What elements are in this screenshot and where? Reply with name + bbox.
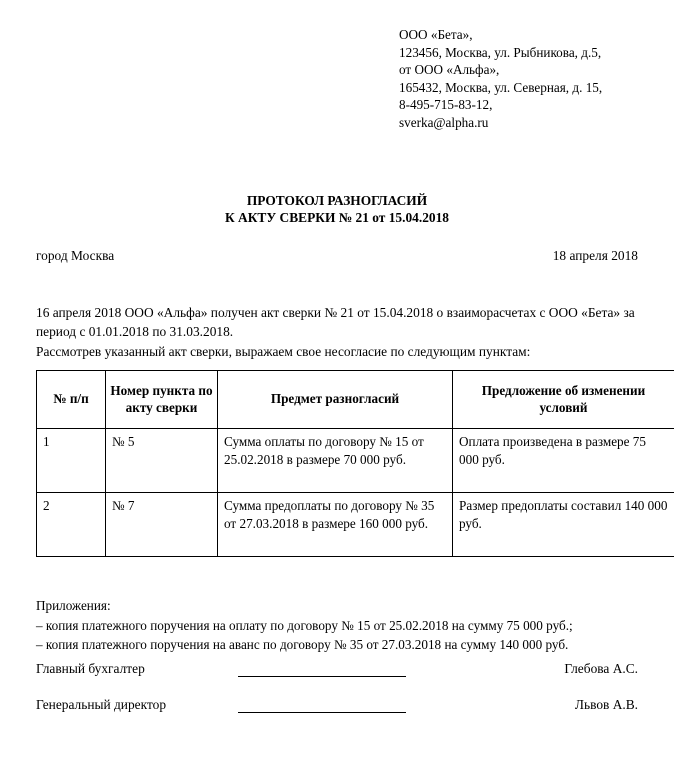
column-header-number: № п/п — [37, 371, 106, 429]
cell-subject: Сумма оплаты по договору № 15 от 25.02.2018 в размере 70 000 руб. — [218, 429, 453, 493]
signature-line[interactable] — [238, 676, 406, 677]
city-label: город Москва — [36, 248, 115, 263]
addressee-line-5: 8-495-715-83-12, — [399, 97, 493, 113]
column-header-point: Номер пункта по акту сверки — [106, 371, 218, 429]
table-row — [37, 429, 674, 493]
disagreements-table-wrapper — [36, 370, 668, 557]
table-header — [37, 371, 674, 429]
cell-proposal: Размер предоплаты составил 140 000 руб. — [453, 493, 674, 557]
cell-number: 1 — [37, 429, 106, 493]
signature-row-accountant — [36, 661, 638, 697]
signature-block — [36, 661, 638, 733]
document-date: 18 апреля 2018 — [552, 248, 638, 263]
signature-name: Глебова А.С. — [564, 661, 638, 676]
intro-text — [36, 303, 640, 361]
addressee-email: sverka@alpha.ru — [399, 114, 489, 130]
cell-number: 2 — [37, 493, 106, 557]
signature-role: Генеральный директор — [36, 697, 167, 712]
intro-paragraph-2: Рассмотрев указанный акт сверки, выражаем свое несогласие по следующим пунктам: — [36, 344, 531, 359]
attachments-title: Приложения: — [36, 598, 111, 613]
signature-line[interactable] — [238, 712, 406, 713]
addressee-line-2: 123456, Москва, ул. Рыбникова, д.5, — [399, 44, 602, 60]
column-header-subject: Предмет разногласий — [218, 371, 453, 429]
title-line-2: К АКТУ СВЕРКИ № 21 от 15.04.2018 — [225, 210, 449, 225]
signature-row-director — [36, 697, 638, 733]
disagreements-table — [36, 370, 674, 557]
cell-subject: Сумма предоплаты по договору № 35 от 27.03.2018 в размере 160 000 руб. — [218, 493, 453, 557]
title-line-1: ПРОТОКОЛ РАЗНОГЛАСИЙ — [246, 193, 428, 208]
intro-paragraph-1: 16 апреля 2018 ООО «Альфа» получен акт сверки № 21 от 15.04.2018 о взаиморасчетах с ООО «Бета» за период с 01.01.2018 по 31.03.2018. — [36, 305, 635, 339]
document-title — [0, 192, 674, 226]
table-row — [37, 493, 674, 557]
attachment-item: – копия платежного поручения на оплату по договору № 15 от 25.02.2018 на сумму 75 000 руб.; — [36, 618, 573, 633]
addressee-line-3: от ООО «Альфа», — [399, 62, 500, 78]
addressee-block — [399, 26, 669, 132]
addressee-line-4: 165432, Москва, ул. Северная, д. 15, — [399, 79, 603, 95]
signature-name: Львов А.В. — [574, 697, 638, 712]
cell-point: № 7 — [106, 493, 218, 557]
cell-point: № 5 — [106, 429, 218, 493]
signature-role: Главный бухгалтер — [36, 661, 145, 676]
place-date-row — [36, 248, 638, 264]
cell-proposal: Оплата произведена в размере 75 000 руб. — [453, 429, 674, 493]
addressee-line-1: ООО «Бета», — [399, 27, 473, 42]
attachments-block — [36, 597, 646, 654]
attachment-item: – копия платежного поручения на аванс по договору № 35 от 27.03.2018 на сумму 140 000 руб. — [36, 636, 569, 652]
table-body — [37, 429, 674, 557]
column-header-proposal: Предложение об изменении условий — [453, 371, 674, 429]
table-header-row — [37, 371, 674, 429]
